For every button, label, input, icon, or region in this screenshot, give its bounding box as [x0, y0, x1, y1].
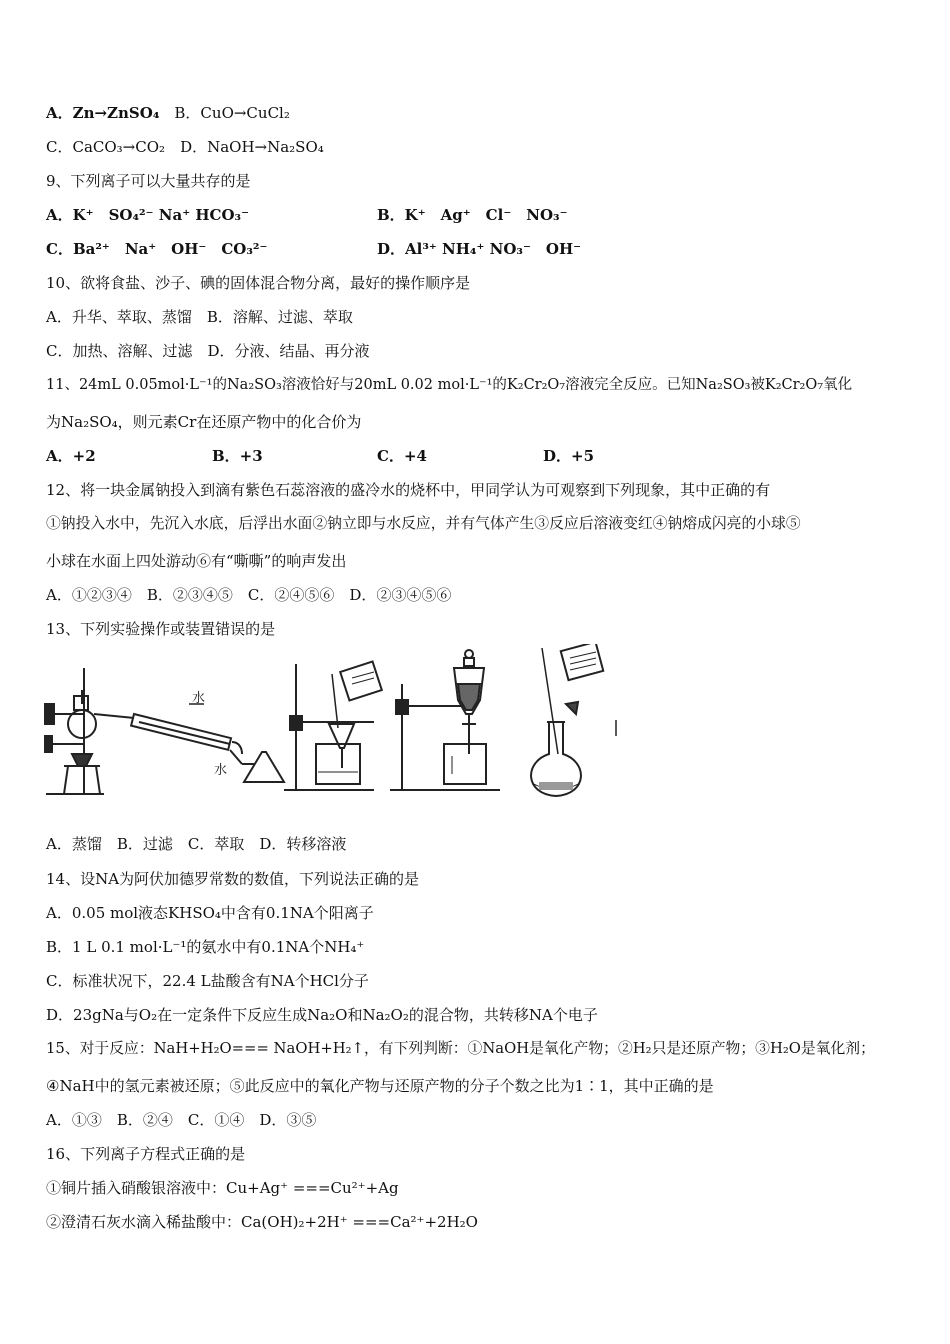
- q8-options-row1: [46, 103, 290, 123]
- q16-item-1: ①铜片插入硝酸银溶液中：Cu+Ag⁺ ===Cu²⁺+Ag: [46, 1179, 399, 1197]
- q11-stem-line1: 11、24mL 0.05mol·L⁻¹的Na₂SO₃溶液恰好与20mL 0.02 mol·L⁻¹的K₂Cr₂O₇溶液完全反应。已知Na₂SO₃被K₂Cr₂O₇氧化: [46, 377, 853, 393]
- q12-line1: ①钠投入水中，先沉入水底，后浮出水面②钠立即与水反应，并有气体产生③反应后溶液变红④钠熔成闪亮的小球⑤: [46, 515, 801, 532]
- q9-option-b: B．K⁺ Ag⁺ Cl⁻ NO₃⁻: [377, 206, 568, 224]
- separatory-funnel-apparatus: [390, 650, 500, 790]
- q14-option-c: C．标准状况下，22.4 L盐酸含有NA个HCl分子: [46, 972, 369, 990]
- q9-option-a: A．K⁺ SO₄²⁻ Na⁺ HCO₃⁻: [46, 206, 250, 224]
- volumetric-flask-apparatus: [531, 644, 616, 796]
- lab-apparatus-figure: [44, 644, 624, 804]
- q11-option-c: C．+4: [377, 447, 427, 465]
- q9-stem: 9、下列离子可以大量共存的是: [46, 172, 251, 190]
- q10-options-ab: A．升华、萃取、蒸馏 B．溶解、过滤、萃取: [46, 308, 353, 326]
- q8-option-d: D．NaOH→Na₂SO₄: [180, 138, 324, 156]
- q14-stem: 14、设NA为阿伏加德罗常数的数值，下列说法正确的是: [46, 870, 420, 888]
- q13-stem: 13、下列实验操作或装置错误的是: [46, 620, 276, 638]
- q16-stem: 16、下列离子方程式正确的是: [46, 1145, 246, 1163]
- q10-options-cd: C．加热、溶解、过滤 D．分液、结晶、再分液: [46, 342, 370, 360]
- q9-option-d: D．Al³⁺ NH₄⁺ NO₃⁻ OH⁻: [377, 240, 582, 258]
- q12-options: A．①②③④ B．②③④⑤ C．②④⑤⑥ D．②③④⑤⑥: [46, 586, 452, 604]
- q15-stem-line2: ④NaH中的氢元素被还原；⑤此反应中的氧化产物与还原产物的分子个数之比为1∶1，其中正确的是: [46, 1077, 714, 1095]
- q15-options: A．①③ B．②④ C．①④ D．③⑤: [46, 1111, 317, 1129]
- q8-option-c: C．CaCO₃→CO₂: [46, 138, 166, 156]
- q14-option-a: A．0.05 mol液态KHSO₄中含有0.1NA个阳离子: [46, 904, 374, 922]
- q11-option-b: B．+3: [212, 447, 263, 465]
- q8-option-b: B．CuO→CuCl₂: [174, 104, 290, 122]
- q14-option-d: D．23gNa与O₂在一定条件下反应生成Na₂O和Na₂O₂的混合物，共转移NA个电子: [46, 1006, 598, 1024]
- q16-item-2: ②澄清石灰水滴入稀盐酸中：Ca(OH)₂+2H⁺ ===Ca²⁺+2H₂O: [46, 1213, 478, 1231]
- q14-option-b: B．1 L 0.1 mol·L⁻¹的氨水中有0.1NA个NH₄⁺: [46, 938, 365, 956]
- q12-stem: 12、将一块金属钠投入到滴有紫色石蕊溶液的盛冷水的烧杯中，甲同学认为可观察到下列现象，其中正确的有: [46, 481, 771, 499]
- q8-options-row2: [46, 137, 324, 157]
- distillation-apparatus: [44, 668, 284, 794]
- q12-line2: 小球在水面上四处游动⑥有“嘶嘶”的响声发出: [46, 552, 347, 570]
- q15-stem-line1: 15、对于反应：NaH+H₂O=== NaOH+H₂↑，有下列判断：①NaOH是氧化产物；②H₂只是还原产物；③H₂O是氧化剂；: [46, 1040, 875, 1057]
- q11-stem-line2: 为Na₂SO₄，则元素Cr在还原产物中的化合价为: [46, 413, 362, 431]
- filtration-apparatus: [284, 661, 382, 790]
- water-label-top: 水: [192, 691, 206, 706]
- q8-option-a: A．Zn→ZnSO₄: [46, 104, 160, 122]
- q11-option-a: A．+2: [46, 447, 96, 465]
- q11-option-d: D．+5: [543, 447, 595, 465]
- q10-stem: 10、欲将食盐、沙子、碘的固体混合物分离，最好的操作顺序是: [46, 274, 471, 292]
- q9-option-c: C．Ba²⁺ Na⁺ OH⁻ CO₃²⁻: [46, 240, 268, 258]
- water-label-bottom: 水: [214, 763, 228, 778]
- q13-options: A．蒸馏 B．过滤 C．萃取 D．转移溶液: [46, 835, 347, 853]
